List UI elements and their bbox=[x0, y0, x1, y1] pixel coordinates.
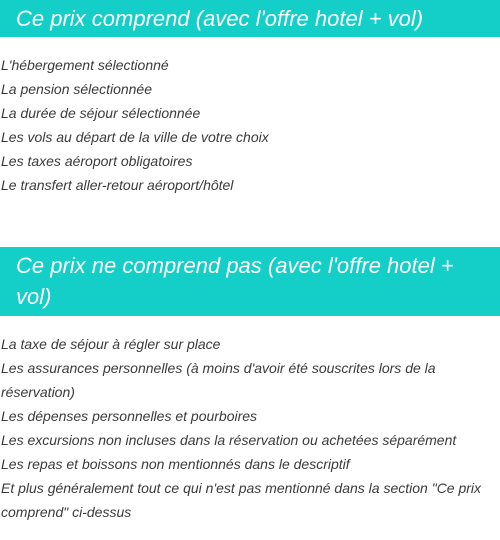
included-list bbox=[0, 53, 500, 197]
excluded-section-title: Ce prix ne comprend pas (avec l'offre hotel + vol) bbox=[0, 247, 500, 316]
list-item: La durée de séjour sélectionnée bbox=[1, 105, 201, 121]
list-item: Les taxes aéroport obligatoires bbox=[1, 153, 193, 169]
excluded-list bbox=[0, 332, 500, 524]
list-item: La taxe de séjour à régler sur place bbox=[1, 336, 221, 352]
list-item: Le transfert aller-retour aéroport/hôtel bbox=[1, 177, 234, 193]
list-item: Les vols au départ de la ville de votre choix bbox=[1, 129, 269, 145]
list-item: Les assurances personnelles (à moins d'avoir été souscrites lors de la réservation) bbox=[1, 360, 436, 400]
list-item: Et plus généralement tout ce qui n'est pas mentionné dans la section "Ce prix comprend" ci-dessus bbox=[1, 480, 482, 520]
included-section-title: Ce prix comprend (avec l'offre hotel + vol) bbox=[0, 0, 500, 37]
list-item: Les repas et boissons non mentionnés dans le descriptif bbox=[1, 456, 350, 472]
list-item: Les dépenses personnelles et pourboires bbox=[1, 408, 258, 424]
list-item: L'hébergement sélectionné bbox=[1, 57, 169, 73]
list-item: La pension sélectionnée bbox=[1, 81, 153, 97]
list-item: Les excursions non incluses dans la réservation ou achetées séparément bbox=[1, 432, 457, 448]
